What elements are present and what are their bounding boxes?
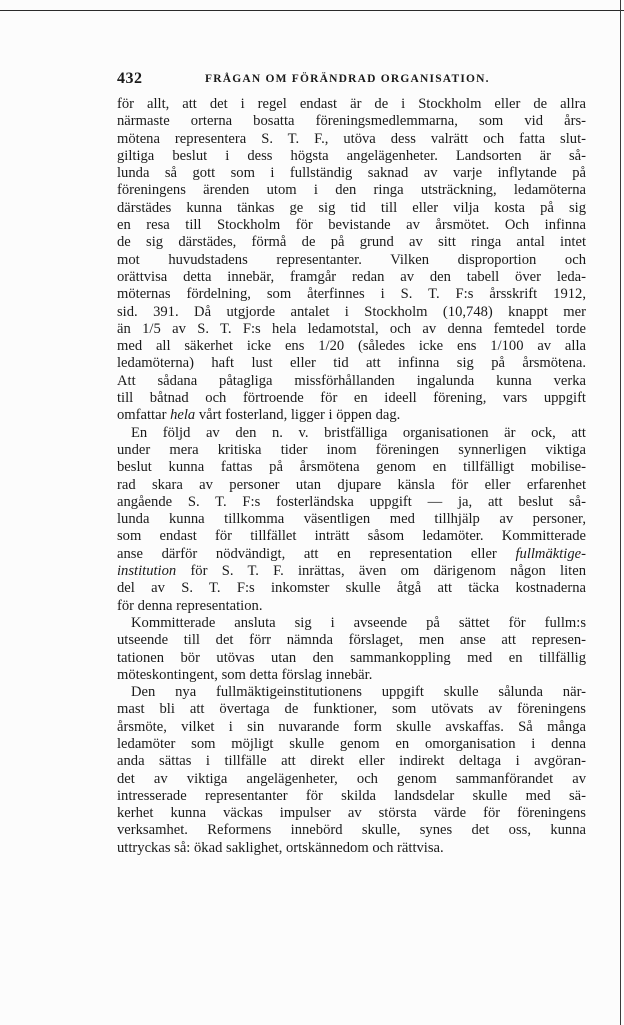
body-text [117,96,586,857]
text-line: angående S. T. F:s fosterländska uppgift — ja, att beslut så- [117,493,586,510]
text-line-italic-hela: omfattar hela vårt fosterland, ligger i öppen dag. [117,407,401,424]
text-line: En följd av den n. v. bristfälliga organisationen är ock, att [131,424,586,441]
text-line: beslut kunna fattas på årsmötena genom en tillfälligt mobilise- [117,459,586,476]
text-line: Kommitterade ansluta sig i avseende på sättet för fullm:s [131,614,586,631]
paragraph-3 [117,615,586,684]
text-line: med all säkerhet icke ens 1/20 (således icke ens 1/100 av alla [117,338,586,355]
text-line: rad skara av personer utan djupare känsla för eller erfarenhet [117,476,586,493]
text-line: ledamöter som möjligt skulle genom en omorganisation i denna [117,735,586,752]
page-number: 432 [117,70,143,87]
text-line: giltiga beslut i dess högsta angelägenheter. Landsorten är så- [117,147,586,164]
text-line: för allt, att det i regel endast är de i Stockholm eller de allra [117,96,586,112]
text-line: lunda kunna tillkomma väsentligen med tillhjälp av personer, [117,511,586,528]
text-line: mötena representera S. T. F., utöva dess valrätt och fatta slut- [117,130,586,147]
text-line: kerhet kunna väckas impulser av största värde för föreningens [117,805,586,822]
text-line: mast bli att övertaga de funktioner, som utövats av föreningens [117,701,586,718]
text-line: ledamöterna) haft lust eller tid att infinna sig på årsmötena. [117,355,586,372]
paragraph-4 [117,684,586,857]
text-line: som endast för tillfället inträtt såsom ledamöter. Kommitterade [117,528,586,545]
text-line: till båtnad och förtroende för en ideell förening, vars uppgift [117,390,586,407]
text-line: institution för S. T. F. inrättas, även om därigenom någon liten [117,563,586,580]
text-line: än 1/5 av S. T. F:s hela ledamotstal, och av denna femtedel torde [117,320,586,337]
text-line: föreningens ärenden utom i den ringa utsträckning, ledamöterna [117,182,586,199]
text-line: därstädes kunna tänkas ge sig tid till eller vilja kosta på sig [117,199,586,216]
text-line: en resa till Stockholm för bevistande av årsmötet. Och infinna [117,217,586,234]
text-line: intresserade representanter för skilda landsdelar skulle med sä- [117,787,586,804]
text-line: sid. 391. Då utgjorde antalet i Stockholm (10,748) knappt mer [117,303,586,320]
text-line: för denna representation. [117,597,263,614]
text-line: närmaste orterna bosatta föreningsmedlemmarna, som vid års- [117,113,586,130]
text-line: under mera kritiska tider inom föreningen synnerligen viktiga [117,441,586,458]
paragraph-1 [117,96,586,425]
text-line: Att sådana påtagliga missförhållanden ingalunda kunna verka [117,372,586,389]
text-line: orättvisa detta innebär, framgår redan av den tabell över leda- [117,268,586,285]
text-line: Den nya fullmäktigeinstitutionens uppgift skulle sålunda när- [131,684,586,701]
text-line: uttryckas så: ökad saklighet, ortskännedom och rättvisa. [117,839,444,856]
text-line: årsmöte, vilket i sin nuvarande form skulle avskaffas. Så många [117,718,586,735]
top-edge-rule [0,10,624,11]
text-line: anda sättas i tillfälle att direkt eller indirekt deltaga i avgöran- [117,753,586,770]
text-line: de sig därstädes, förmå de på grund av sitt ringa antal intet [117,234,586,251]
text-line: anse därför nödvändigt, att en representation eller fullmäktige- [117,545,586,562]
text-line: utseende till det förr nämnda förslaget, men anse att represen- [117,632,586,649]
text-line: mot huvudstadens representanter. Vilken disproportion och [117,251,586,268]
text-line: del av S. T. F:s inkomster skulle åtgå att täcka kostnaderna [117,580,586,597]
text-line: lunda så gott som i fullständig saknad av varje inflytande på [117,165,586,182]
text-line: tationen bör utövas utan den sammankoppling med en tillfällig [117,649,586,666]
text-line: möteskontingent, som detta förslag innebär. [117,666,373,683]
paragraph-2 [117,425,586,615]
text-line: verksamhet. Reformens innebörd skulle, synes det oss, kunna [117,822,586,839]
running-head [117,70,587,92]
running-title: FRÅGAN OM FÖRÄNDRAD ORGANISATION. [205,73,490,85]
text-line: det av viktiga angelägenheter, och genom sammanförandet av [117,770,586,787]
text-line: möternas fördelning, som återfinnes i S. T. F:s årsskrift 1912, [117,286,586,303]
page-edge-line [620,0,621,1025]
